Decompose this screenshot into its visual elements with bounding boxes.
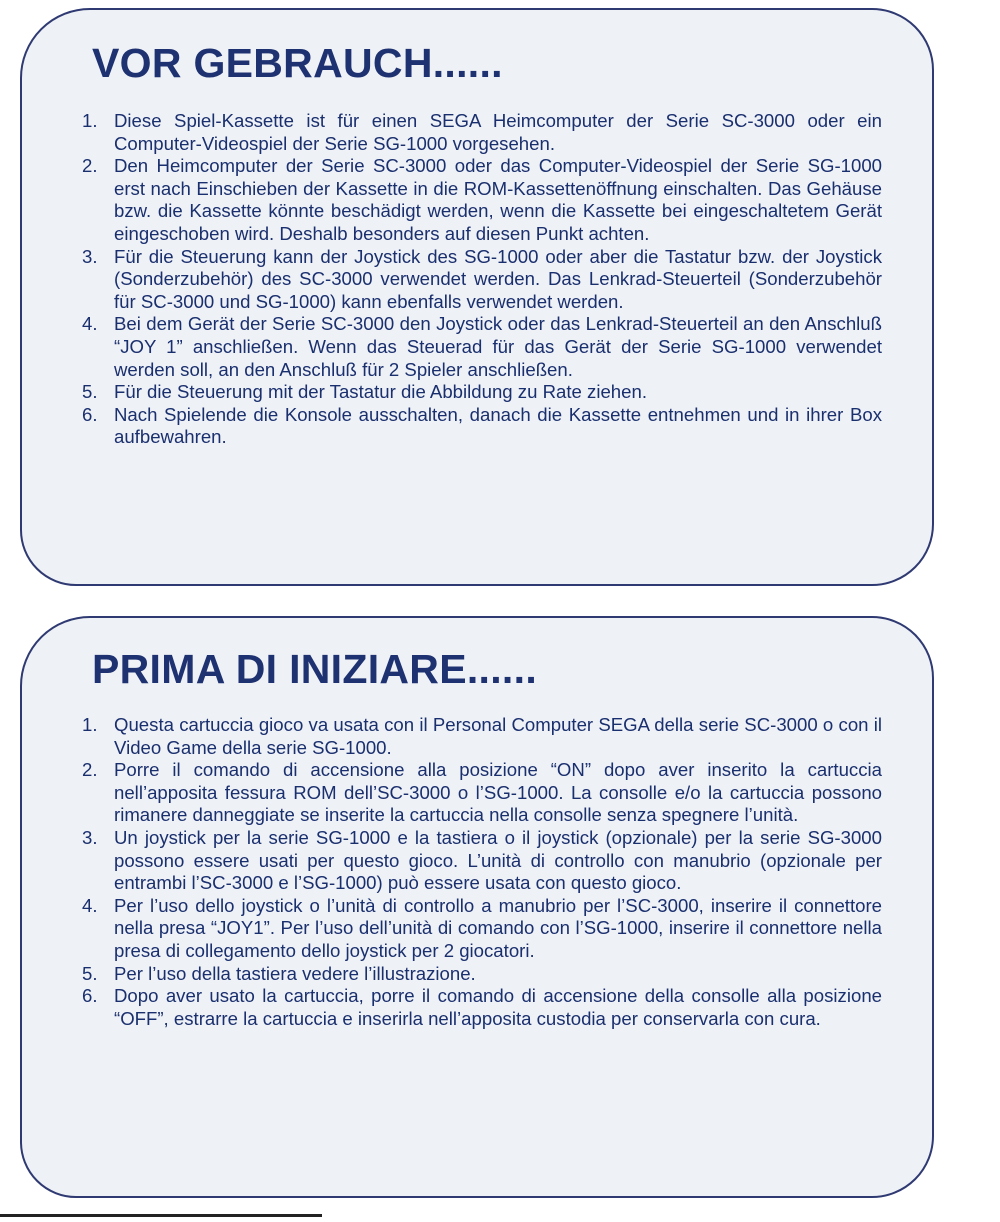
item-number: 3. [82,826,98,848]
item-number: 6. [82,403,98,425]
list-item [82,155,882,245]
item-number: 2. [82,759,98,781]
item-number: 3. [82,245,98,267]
item-text: Bei dem Gerät der Serie SC-3000 den Joystick oder das Lenkrad-Steuerteil an den Anschluß “JOY 1” anschließen. Wenn das Steuerad für das Gerät der Serie SG-1000 verwendet werden soll, an den Anschluß für 2 Spieler anschließen. [114,313,882,380]
list-item [82,246,882,314]
item-text: Questa cartuccia gioco va usata con il Personal Computer SEGA della serie SC-3000 o con il Video Game della serie SG-1000. [114,714,882,758]
list-item [82,110,882,155]
item-text: Dopo aver usato la cartuccia, porre il comando di accensione della consolle alla posizione “OFF”, estrarre la cartuccia e inserirla nell’apposita custodia per conservarla con cura. [114,985,882,1029]
italian-heading: PRIMA DI INIZIARE...... [92,646,538,692]
item-text: Porre il comando di accensione alla posizione “ON” dopo aver inserito la cartuccia nell’apposita fessura ROM dell’SC-3000 o l’SG-1000. La consolle e/o la cartuccia possono rimanere danneggiate se inserite la cartuccia nella consolle senza spegnere l’unità. [114,759,882,826]
list-item [82,895,882,963]
item-text: Un joystick per la serie SG-1000 e la tastiera o il joystick (opzionale) per la serie SG-3000 possono essere usati per questo gioco. L’unità di controllo con manubrio (opzionale per entrambi l’SC-3000 e l’SG-1000) può essere usata con questo gioco. [114,826,882,894]
item-text: Per l’uso della tastiera vedere l’illustrazione. [114,962,476,984]
item-number: 5. [82,381,98,403]
item-text: Per l’uso dello joystick o l’unità di controllo a manubrio per l’SC-3000, inserire il connettore nella presa “JOY1”. Per l’uso dell’unità di comando con l’SG-1000, inserire il connettore nella presa di collegamento dello joystick per 2 giocatori. [114,894,882,961]
italian-instructions-panel [20,616,934,1198]
item-text: Für die Steuerung mit der Tastatur die Abbildung zu Rate ziehen. [114,381,647,403]
list-item [82,985,882,1030]
item-text: Für die Steuerung kann der Joystick des SG-1000 oder aber die Tastatur bzw. der Joystick (Sonderzubehör) des SC-3000 verwendet werden. Das Lenkrad-Steuerteil (Sonderzubehör für SC-3000 und SG-1000) kann ebenfalls verwendet werden. [114,245,882,312]
item-text: Nach Spielende die Konsole ausschalten, danach die Kassette entnehmen und in ihrer Box aufbewahren. [114,403,882,448]
list-item [82,404,882,449]
list-item [82,759,882,827]
list-item [82,827,882,895]
item-number: 1. [82,110,98,131]
item-number: 5. [82,962,98,984]
list-item [82,714,882,759]
list-item [82,963,882,986]
german-instruction-list [82,110,882,449]
german-instructions-panel [20,8,934,586]
item-number: 6. [82,985,98,1007]
item-text: Den Heimcomputer der Serie SC-3000 oder das Computer-Videospiel der Serie SG-1000 erst nach Einschieben der Kassette in die ROM-Kassettenöffnung einschalten. Das Gehäuse bzw. die Kassette könnte beschädigt werden, wenn die Kassette bei eingeschaltetem Gerät eingeschoben wird. Deshalb besonders auf diesen Punkt achten. [114,155,882,244]
item-number: 4. [82,313,98,335]
item-number: 4. [82,894,98,916]
item-number: 2. [82,155,98,177]
item-number: 1. [82,714,98,735]
bottom-divider [0,1214,322,1217]
list-item [82,313,882,381]
list-item [82,381,882,404]
italian-instruction-list [82,714,882,1030]
german-heading: VOR GEBRAUCH...... [92,40,503,86]
item-text: Diese Spiel-Kassette ist für einen SEGA Heimcomputer der Serie SC-3000 oder ein Computer-Videospiel der Serie SG-1000 vorgesehen. [114,110,882,154]
